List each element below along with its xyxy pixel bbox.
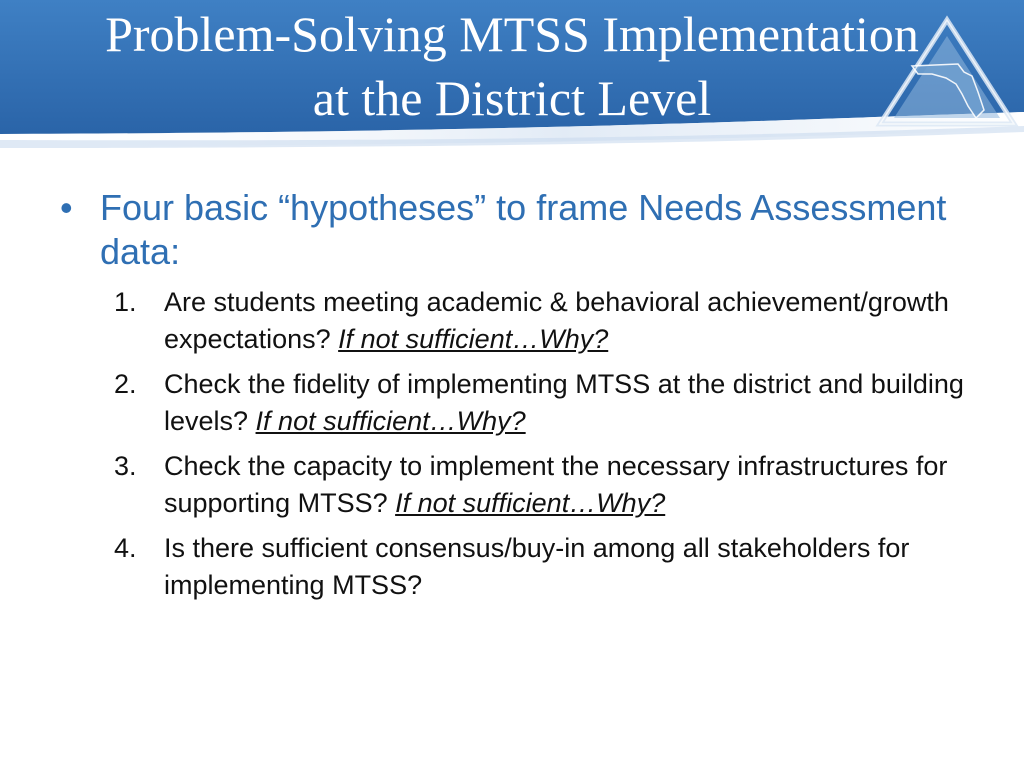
item-why-link: If not sufficient…Why? [255,406,526,436]
item-why-link: If not sufficient…Why? [395,488,666,518]
item-text: Are students meeting academic & behavioral achievement/growth expectations? [164,287,949,354]
item-number: 4. [114,533,137,563]
list-item [60,284,990,358]
slide-title [0,2,1024,130]
hypotheses-list [60,284,990,604]
item-number: 1. [114,287,137,317]
item-number: 3. [114,451,137,481]
title-line-1: Problem-Solving MTSS Implementation [105,6,919,62]
list-item [60,366,990,440]
item-why-link: If not sufficient…Why? [338,324,609,354]
item-text: Is there sufficient consensus/buy-in among all stakeholders for implementing MTSS? [164,533,910,600]
list-item [60,530,990,604]
bullet-dot-icon: • [60,187,73,228]
main-bullet [60,186,990,274]
main-bullet-text: Four basic “hypotheses” to frame Needs Assessment data: [100,187,947,272]
list-item [60,448,990,522]
item-text: Check the capacity to implement the necessary infrastructures for supporting MTSS? [164,451,948,518]
item-text: Check the fidelity of implementing MTSS at the district and building levels? [164,369,964,436]
title-banner [0,0,1024,150]
title-line-2: at the District Level [312,70,712,126]
item-number: 2. [114,369,137,399]
slide-content [60,186,990,612]
